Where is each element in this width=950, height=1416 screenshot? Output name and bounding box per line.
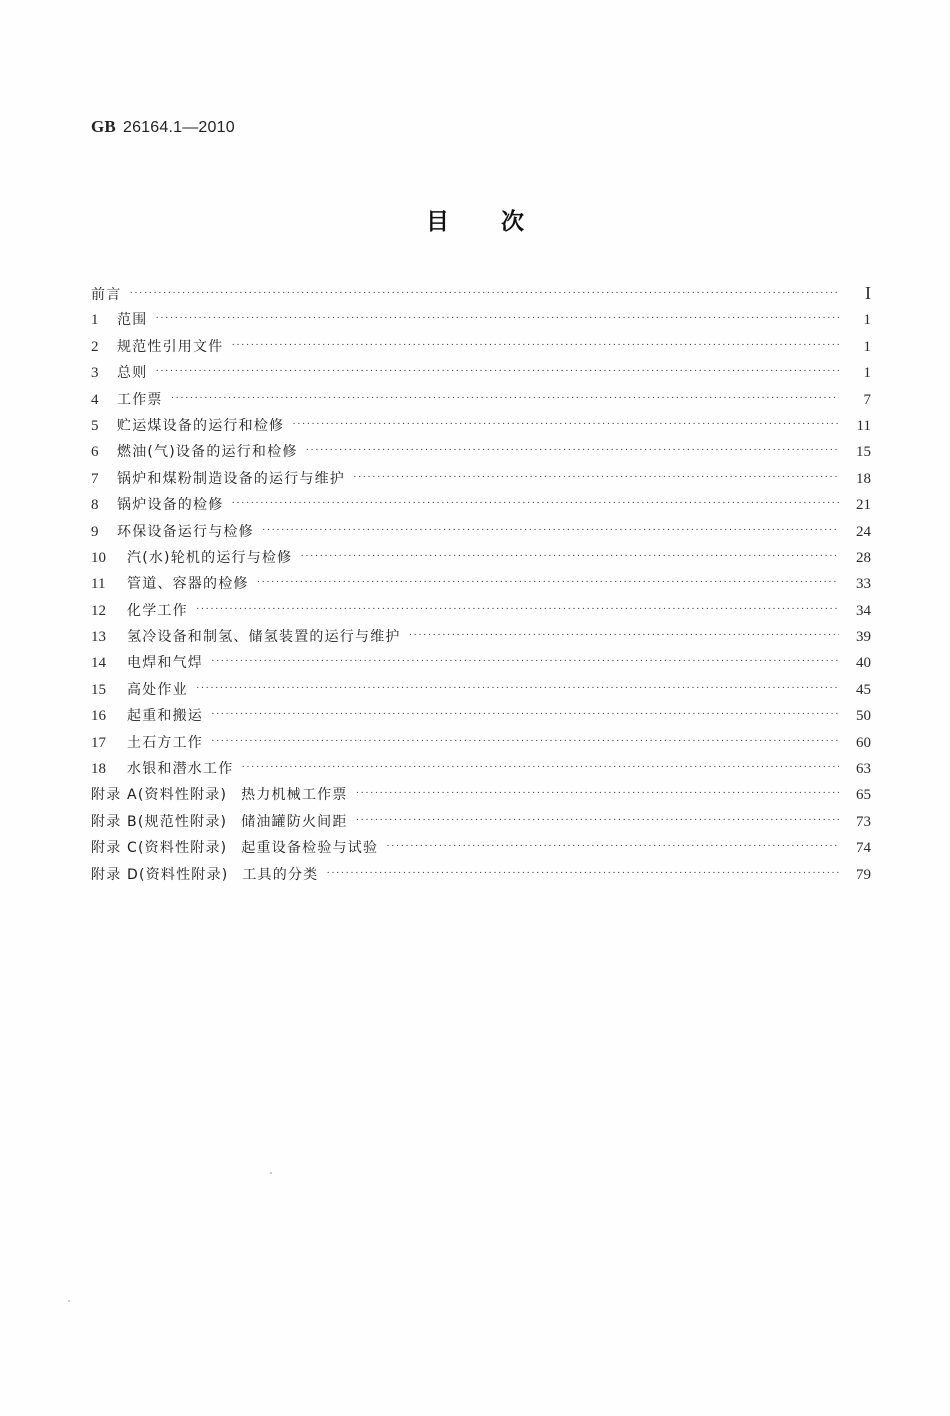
toc-title-part1: 目: [426, 209, 449, 235]
toc-entry-chapter-2[interactable]: [91, 336, 871, 362]
toc-entry-number: 5: [91, 417, 99, 434]
dot-leader: [386, 840, 839, 852]
appendix-prefix: 附录 B(规范性附录): [91, 813, 228, 830]
table-of-contents: [91, 283, 871, 890]
toc-entry-chapter-4[interactable]: [91, 389, 871, 415]
toc-page-number: 11: [856, 417, 871, 434]
toc-entry-number: 11: [91, 576, 106, 593]
toc-page-number: 60: [856, 734, 871, 751]
toc-entry-label: 锅炉和煤粉制造设备的运行与维护: [117, 470, 345, 487]
toc-entry-number: 1: [91, 312, 99, 329]
toc-entry-label: 贮运煤设备的运行和检修: [117, 417, 285, 434]
toc-entry-number: 14: [91, 655, 106, 672]
dot-leader: [257, 576, 839, 588]
toc-entry-label: 化学工作: [127, 602, 188, 619]
toc-entry-number: 2: [91, 338, 99, 355]
dot-leader: [196, 603, 839, 615]
toc-title-part2: 次: [501, 209, 524, 235]
dot-leader: [262, 524, 839, 536]
toc-entry-label: 工作票: [117, 391, 163, 408]
toc-entry-chapter-9[interactable]: [91, 521, 871, 547]
toc-title: [0, 203, 950, 236]
toc-entry-label: 土石方工作: [127, 734, 203, 751]
toc-entry-number: 18: [91, 761, 106, 778]
toc-page-number: 18: [856, 470, 871, 487]
toc-page-number: 65: [856, 787, 871, 804]
toc-entry-label: 工具的分类: [242, 866, 319, 883]
toc-entry-label: 储油罐防火间距: [241, 813, 348, 830]
toc-entry-chapter-16[interactable]: [91, 705, 871, 731]
toc-page-number: 15: [856, 444, 871, 461]
toc-entry-label: 范围: [117, 312, 148, 329]
toc-page-number: 7: [863, 391, 871, 408]
toc-entry-chapter-10[interactable]: [91, 547, 871, 573]
toc-page-number: 24: [856, 523, 871, 540]
dot-leader: [326, 867, 839, 879]
dot-leader: [292, 418, 839, 430]
toc-entry-chapter-6[interactable]: [91, 441, 871, 467]
dot-leader: [231, 497, 839, 509]
dot-leader: [356, 814, 839, 826]
toc-entry-appendix-b[interactable]: [91, 811, 871, 837]
dot-leader: [211, 655, 839, 667]
toc-entry-label: 燃油(气)设备的运行和检修: [117, 444, 298, 461]
toc-page-number: 34: [856, 602, 871, 619]
toc-page-number: 74: [856, 840, 871, 857]
toc-entry-number: 10: [91, 549, 106, 566]
toc-entry-chapter-17[interactable]: [91, 732, 871, 758]
toc-entry-number: 17: [91, 734, 106, 751]
toc-entry-number: 9: [91, 523, 99, 540]
dot-leader: [241, 761, 839, 773]
toc-entry-label: 起重和搬运: [127, 708, 203, 725]
toc-page-number: 79: [856, 866, 871, 883]
toc-page-number: 40: [856, 655, 871, 672]
toc-entry-label: 规范性引用文件: [117, 338, 224, 355]
toc-entry-number: 16: [91, 708, 106, 725]
toc-page-number: 1: [863, 312, 871, 329]
dot-leader: [211, 735, 839, 747]
toc-entry-chapter-14[interactable]: [91, 652, 871, 678]
standard-code: [91, 117, 235, 137]
toc-entry-label: 热力机械工作票: [241, 787, 348, 804]
toc-entry-chapter-1[interactable]: [91, 309, 871, 335]
appendix-prefix: 附录 D(资料性附录): [91, 866, 229, 883]
dot-leader: [300, 550, 839, 562]
dot-leader: [353, 471, 839, 483]
toc-entry-number: 4: [91, 391, 99, 408]
toc-entry-chapter-8[interactable]: [91, 494, 871, 520]
toc-entry-number: 8: [91, 497, 99, 514]
toc-entry-label: 总则: [117, 365, 148, 382]
toc-page-number: 63: [856, 761, 871, 778]
toc-entry-label: 起重设备检验与试验: [241, 840, 379, 857]
dot-leader: [306, 444, 839, 456]
toc-entry-chapter-15[interactable]: [91, 679, 871, 705]
toc-entry-label: 电焊和气焊: [127, 655, 203, 672]
standard-number: 26164.1—2010: [122, 119, 235, 136]
toc-entry-number: 13: [91, 629, 106, 646]
toc-page-number: 45: [856, 681, 871, 698]
toc-page-number: 50: [856, 708, 871, 725]
dot-leader: [409, 629, 839, 641]
toc-page-number: 33: [856, 576, 871, 593]
toc-entry-number: 7: [91, 470, 99, 487]
dot-leader: [231, 339, 839, 351]
toc-page-number: 28: [856, 549, 871, 566]
dot-leader: [155, 312, 839, 324]
toc-page-number: I: [865, 283, 871, 303]
toc-page-number: 73: [856, 813, 871, 830]
toc-entry-chapter-18[interactable]: [91, 758, 871, 784]
scan-speck: [68, 1300, 70, 1302]
toc-entry-label: 汽(水)轮机的运行与检修: [127, 549, 293, 566]
toc-entry-label: 锅炉设备的检修: [117, 497, 224, 514]
toc-entry-chapter-7[interactable]: [91, 468, 871, 494]
toc-entry-number: 15: [91, 681, 106, 698]
toc-entry-label: 管道、容器的检修: [127, 576, 249, 593]
standard-prefix: GB: [91, 117, 116, 136]
toc-entry-chapter-3[interactable]: [91, 362, 871, 388]
toc-entry-number: 6: [91, 444, 99, 461]
toc-entry-label: 氢冷设备和制氢、储氢装置的运行与维护: [127, 629, 401, 646]
appendix-prefix: 附录 A(资料性附录): [91, 787, 228, 804]
toc-entry-chapter-11[interactable]: [91, 573, 871, 599]
toc-entry-chapter-12[interactable]: [91, 600, 871, 626]
dot-leader: [171, 392, 839, 404]
toc-entry-chapter-13[interactable]: [91, 626, 871, 652]
appendix-prefix: 附录 C(资料性附录): [91, 840, 228, 857]
toc-page-number: 21: [856, 497, 871, 514]
toc-entry-preface[interactable]: [91, 283, 871, 309]
toc-entry-appendix-d[interactable]: [91, 864, 871, 890]
toc-page-number: 39: [856, 629, 871, 646]
scan-speck: [270, 1172, 272, 1174]
toc-entry-label: 前言: [91, 287, 122, 303]
toc-entry-label: 高处作业: [127, 681, 188, 698]
toc-entry-label: 环保设备运行与检修: [117, 523, 254, 540]
dot-leader: [196, 682, 839, 694]
dot-leader: [129, 287, 839, 299]
toc-entry-number: 3: [91, 365, 99, 382]
toc-entry-appendix-c[interactable]: [91, 837, 871, 863]
dot-leader: [211, 708, 839, 720]
toc-entry-number: 12: [91, 602, 106, 619]
toc-entry-appendix-a[interactable]: [91, 784, 871, 810]
toc-entry-chapter-5[interactable]: [91, 415, 871, 441]
toc-page-number: 1: [863, 338, 871, 355]
dot-leader: [155, 365, 839, 377]
dot-leader: [356, 787, 839, 799]
toc-entry-label: 水银和潜水工作: [127, 761, 234, 778]
toc-page-number: 1: [863, 365, 871, 382]
